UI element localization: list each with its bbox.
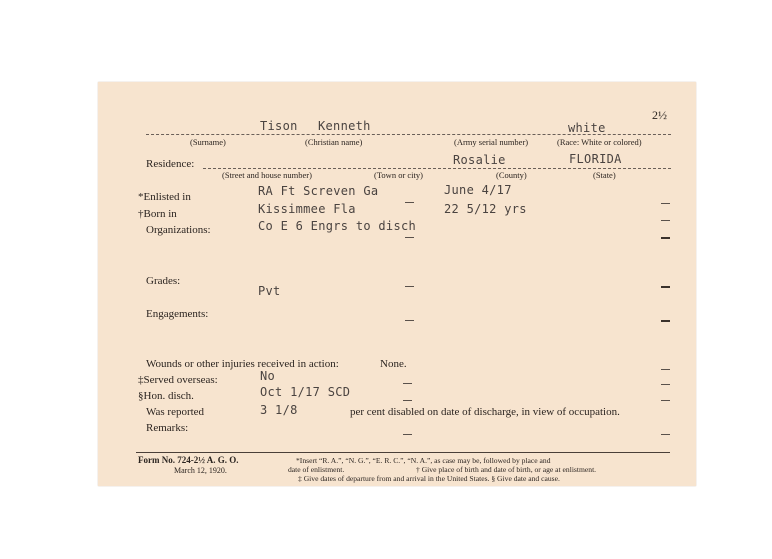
remarks-label: Remarks: bbox=[146, 422, 189, 434]
form-date: March 12, 1920. bbox=[174, 466, 227, 475]
wounds-value: None. bbox=[380, 358, 407, 370]
organizations-value: Co E 6 Engrs to disch bbox=[258, 219, 417, 233]
town-value: Rosalie bbox=[453, 153, 506, 167]
tick-mark bbox=[661, 286, 670, 288]
hon-disch-value: Oct 1/17 SCD bbox=[260, 385, 351, 399]
tick-mark bbox=[405, 202, 414, 203]
tick-mark bbox=[403, 400, 412, 401]
footnote-2b: † Give place of birth and date of birth, or age at enlistment. bbox=[416, 465, 597, 474]
tick-mark bbox=[405, 320, 414, 321]
footnote-3: ‡ Give dates of departure from and arrival in the United States. § Give date and cause. bbox=[298, 474, 560, 483]
street-caption: (Street and house number) bbox=[222, 170, 312, 180]
footnote-1: *Insert “R. A.”, “N. G.”, “E. R. C.”, “N. A.”, as case may be, followed by place and bbox=[296, 456, 551, 465]
was-reported-label: Was reported bbox=[146, 406, 205, 418]
wounds-label: Wounds or other injuries received in action: bbox=[146, 358, 339, 370]
footer-rule bbox=[136, 452, 670, 453]
name-line bbox=[146, 134, 671, 135]
was-reported-value: 3 1/8 bbox=[260, 403, 298, 417]
form-number: Form No. 724-2½ A. G. O. bbox=[138, 455, 239, 465]
hon-disch-label: §Hon. disch. bbox=[138, 390, 194, 402]
was-reported-suffix: per cent disabled on date of discharge, in view of occupation. bbox=[350, 406, 620, 418]
engagements-label: Engagements: bbox=[146, 308, 209, 320]
state-caption: (State) bbox=[593, 170, 616, 180]
county-caption: (County) bbox=[496, 170, 527, 180]
grades-value: Pvt bbox=[258, 284, 281, 298]
served-overseas-label: ‡Served overseas: bbox=[138, 374, 218, 386]
footnote-2a: date of enlistment. bbox=[288, 465, 345, 474]
service-record-card bbox=[98, 82, 696, 486]
tick-mark bbox=[661, 237, 670, 239]
served-overseas-value: No bbox=[260, 369, 276, 383]
organizations-label: Organizations: bbox=[146, 224, 211, 236]
tick-mark bbox=[403, 383, 412, 384]
grades-label: Grades: bbox=[146, 275, 181, 287]
race-value: white bbox=[568, 121, 606, 135]
christian-name-caption: (Christian name) bbox=[305, 137, 363, 147]
christian-name-value: Kenneth bbox=[318, 119, 371, 133]
tick-mark bbox=[661, 203, 670, 204]
born-age: 22 5/12 yrs bbox=[444, 202, 527, 216]
tick-mark bbox=[661, 384, 670, 385]
surname-value: Tison bbox=[260, 119, 298, 133]
serial-caption: (Army serial number) bbox=[454, 137, 529, 147]
tick-mark bbox=[661, 369, 670, 370]
town-caption: (Town or city) bbox=[374, 170, 423, 180]
tick-mark bbox=[403, 434, 412, 435]
born-label: †Born in bbox=[138, 208, 177, 220]
state-value: FLORIDA bbox=[569, 152, 622, 166]
tick-mark bbox=[405, 286, 414, 287]
surname-caption: (Surname) bbox=[190, 137, 226, 147]
tick-mark bbox=[661, 400, 670, 401]
corner-number: 2½ bbox=[652, 108, 667, 122]
enlisted-label: *Enlisted in bbox=[138, 191, 191, 203]
tick-mark bbox=[661, 220, 670, 221]
enlisted-value: RA Ft Screven Ga bbox=[258, 184, 379, 198]
tick-mark bbox=[661, 320, 670, 322]
residence-line bbox=[203, 168, 671, 169]
born-value: Kissimmee Fla bbox=[258, 202, 356, 216]
residence-label: Residence: bbox=[146, 158, 195, 170]
race-caption: (Race: White or colored) bbox=[557, 137, 642, 147]
tick-mark bbox=[661, 434, 670, 435]
tick-mark bbox=[405, 237, 414, 238]
enlisted-date: June 4/17 bbox=[444, 183, 512, 197]
